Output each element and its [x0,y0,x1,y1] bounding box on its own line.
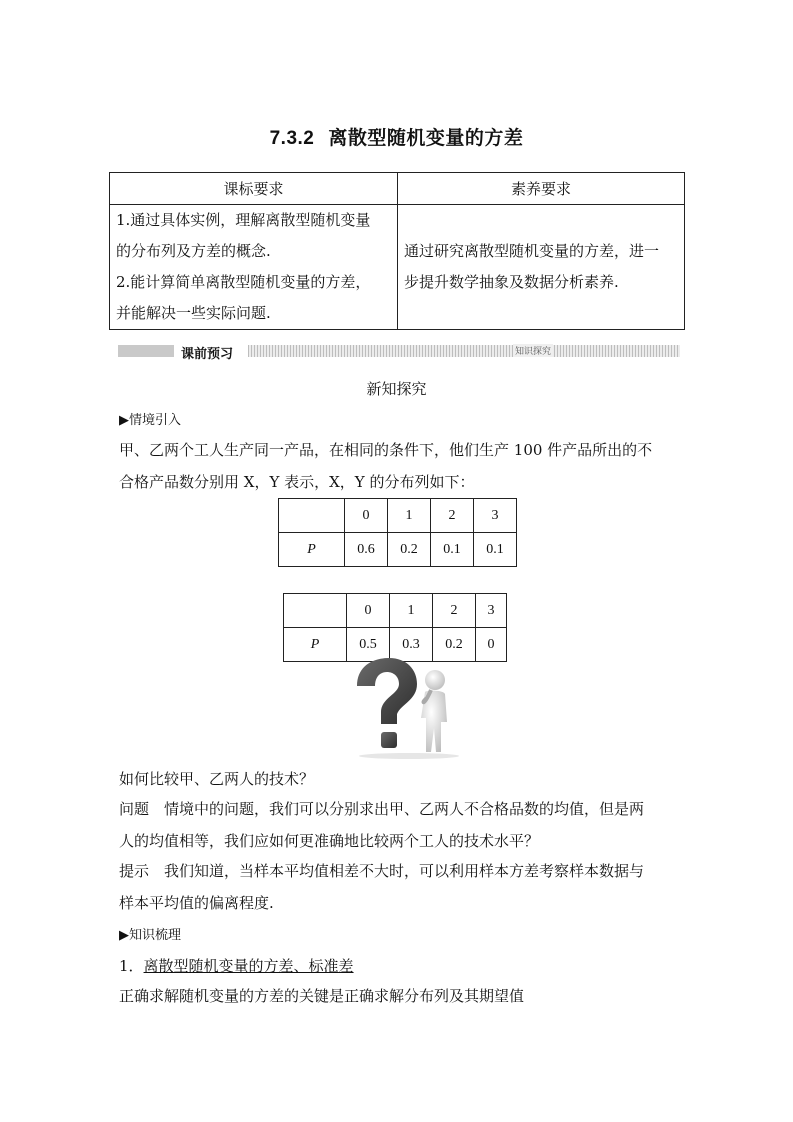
point-prefix: 1． [119,957,144,975]
hint-line: 提示 我们知道，当样本平均值相差不大时，可以利用样本方差考察样本数据与 [119,862,645,880]
table-cell: 3 [474,499,517,533]
table-cell: 3 [476,594,507,628]
table-cell: 0.3 [390,628,433,662]
section-label: 课前预习 [181,347,234,362]
point-text: 离散型随机变量的方差、标准差 [143,957,354,975]
point-heading [119,950,679,982]
header-curriculum: 课标要求 [110,173,398,205]
table-cell [279,499,345,533]
table-cell: 0.6 [345,533,388,567]
page-title [0,123,793,150]
section-tag: 知识探究 [513,344,553,357]
row-label: P [279,533,345,567]
question-mark-icon [351,656,463,760]
curriculum-line: 并能解决一些实际问题. [116,304,271,322]
curriculum-line: 2.能计算简单离散型随机变量的方差， [116,273,371,291]
title-text: 离散型随机变量的方差 [328,127,524,149]
intro-line: 甲、乙两个工人生产同一产品，在相同的条件下，他们生产 100 件产品所出的不 [119,441,653,459]
table-cell: 0.5 [347,628,390,662]
table-cell: 0 [476,628,507,662]
bar-left-block [118,345,174,357]
literacy-line: 步提升数学抽象及数据分析素养. [404,273,619,291]
problem-paragraph [119,793,679,857]
problem-line: 问题 情境中的问题，我们可以分别求出甲、乙两人不合格品数的均值，但是两 [119,800,645,818]
intro-line: 合格产品数分别用 X，Y 表示，X，Y 的分布列如下： [119,473,475,491]
header-literacy: 素养要求 [398,173,685,205]
table-cell: 0.2 [433,628,476,662]
question-line: 如何比较甲、乙两人的技术？ [119,770,315,788]
requirements-table [109,172,685,330]
section-number: 7.3.2 [269,128,315,149]
last-line: 正确求解随机变量的方差的关键是正确求解分布列及其期望值 [119,987,525,1005]
thinking-figure-illustration [351,656,463,760]
marker-situation: ▶情境引入 [119,413,181,428]
table-cell: 0.2 [388,533,431,567]
row-label: P [284,628,347,662]
distribution-table-x [278,498,517,567]
table-cell: 1 [388,499,431,533]
hint-line: 样本平均值的偏离程度. [119,894,274,912]
intro-paragraph [119,434,679,498]
curriculum-line: 的分布列及方差的概念. [116,242,271,260]
subheading: 新知探究 [366,380,427,398]
literacy-cell [398,205,685,330]
table-cell: 0.1 [474,533,517,567]
distribution-table-y [283,593,507,662]
table-cell [284,594,347,628]
literacy-line: 通过研究离散型随机变量的方差，进一 [404,242,660,260]
table-cell: 0 [347,594,390,628]
marker-knowledge: ▶知识梳理 [119,928,181,943]
hint-paragraph [119,855,679,919]
table-cell: 2 [433,594,476,628]
table-cell: 1 [390,594,433,628]
curriculum-cell [110,205,398,330]
table-cell: 0.1 [431,533,474,567]
problem-line: 人的均值相等，我们应如何更准确地比较两个工人的技术水平？ [119,832,540,850]
bar-stripes [248,345,680,357]
curriculum-line: 1.通过具体实例，理解离散型随机变量 [116,211,371,229]
section-bar [118,343,680,360]
table-cell: 0 [345,499,388,533]
table-cell: 2 [431,499,474,533]
